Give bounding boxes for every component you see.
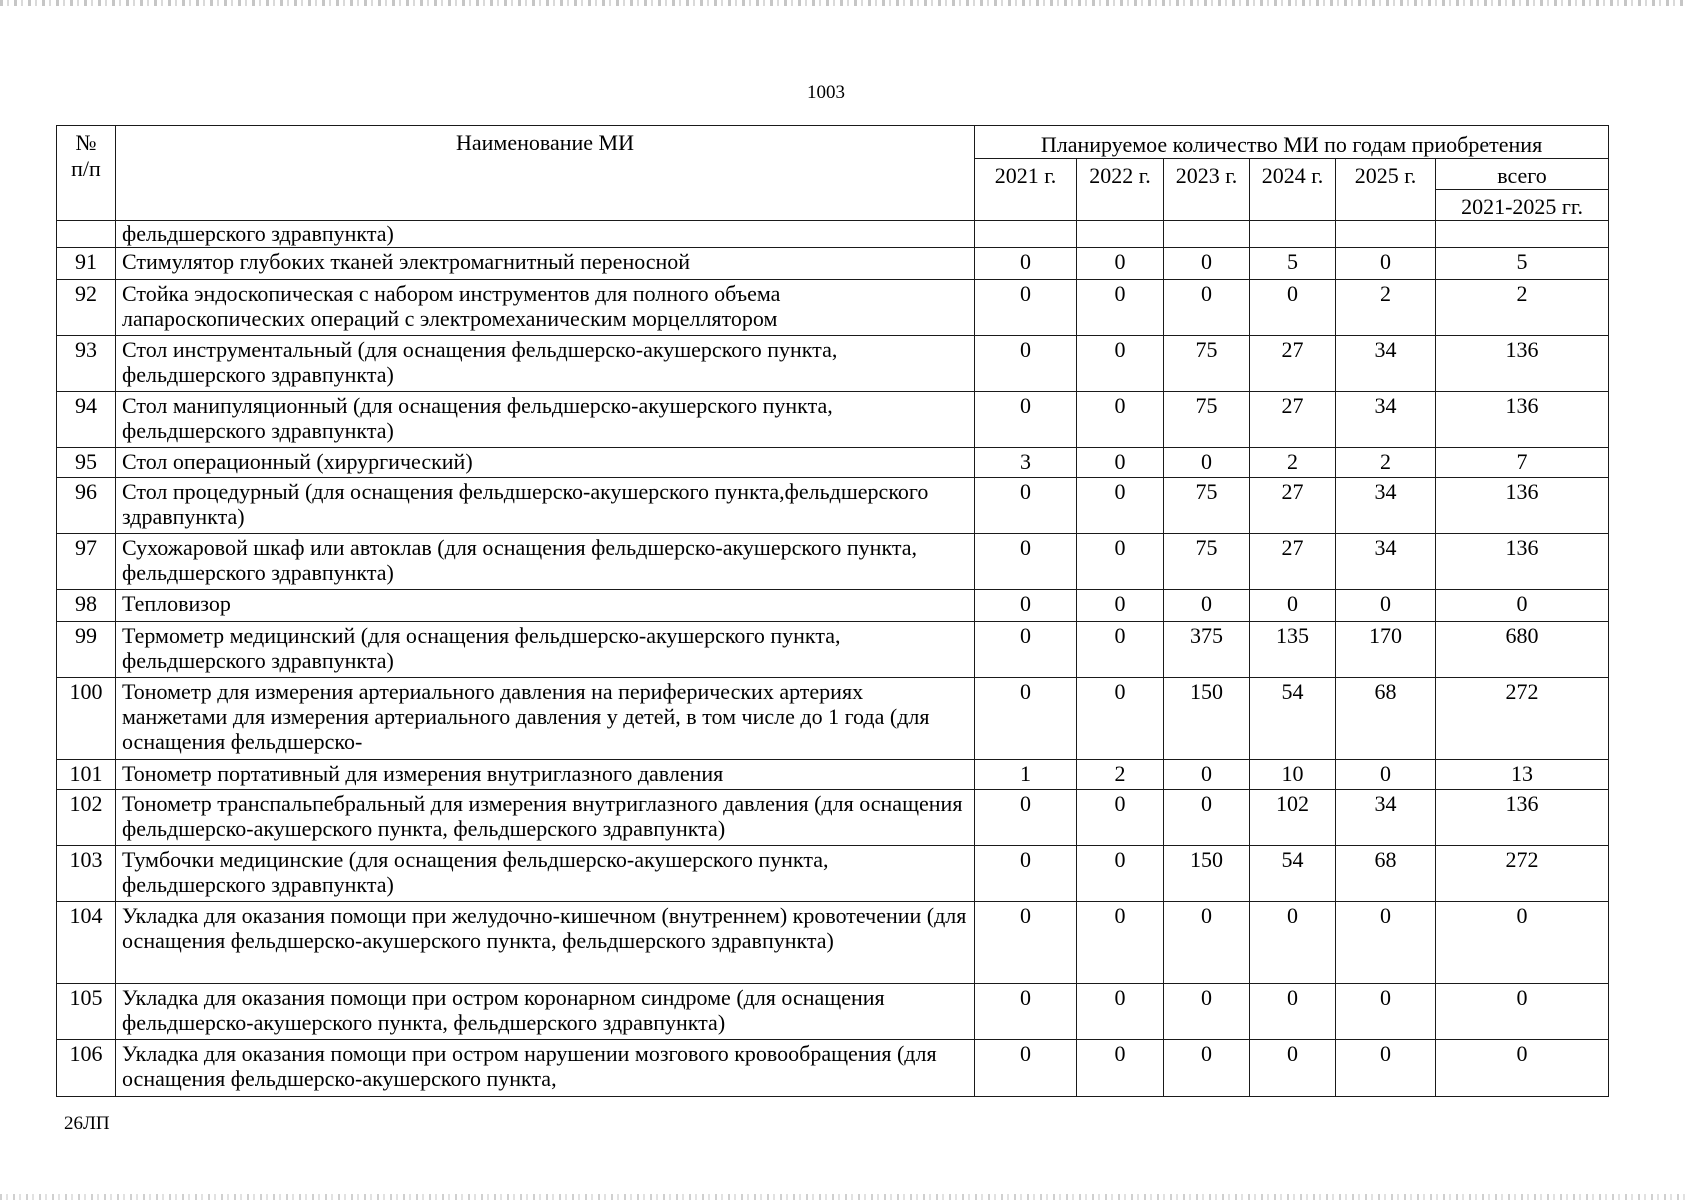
table-row xyxy=(57,846,1609,902)
row-value-2022: 0 xyxy=(1077,902,1164,984)
row-value-2023: 375 xyxy=(1164,622,1250,678)
row-num: 97 xyxy=(57,534,116,590)
header-name: Наименование МИ xyxy=(116,126,975,221)
row-value-2025: 34 xyxy=(1336,336,1436,392)
row-value-2023: 150 xyxy=(1164,846,1250,902)
row-value-total: 0 xyxy=(1436,902,1609,984)
table-header xyxy=(57,126,1609,221)
table-row xyxy=(57,336,1609,392)
row-value-2021: 0 xyxy=(975,902,1077,984)
row-value-2023: 75 xyxy=(1164,392,1250,448)
row-value-total: 2 xyxy=(1436,280,1609,336)
row-num: 94 xyxy=(57,392,116,448)
row-value-total: 7 xyxy=(1436,448,1609,478)
row-value-total: 0 xyxy=(1436,1040,1609,1097)
row-value-2022: 0 xyxy=(1077,248,1164,280)
row-name: Укладка для оказания помощи при желудочно-кишечном (внутреннем) кровотечении (для оснащения фельдшерско-акушерского пункта, фельдшерского здравпункта) xyxy=(116,902,975,984)
row-num: 96 xyxy=(57,478,116,534)
row-num: 93 xyxy=(57,336,116,392)
row-name: Тонометр для измерения артериального давления на периферических артериях манжетами для измерения артериального давления у детей, в том числе до 1 года (для оснащения фельдшерско- xyxy=(116,678,975,760)
row-value-2022: 0 xyxy=(1077,590,1164,622)
row-value-2024: 102 xyxy=(1250,790,1336,846)
row-value-2025: 34 xyxy=(1336,478,1436,534)
row-value-2024: 0 xyxy=(1250,984,1336,1040)
table-row xyxy=(57,902,1609,984)
table-row xyxy=(57,248,1609,280)
row-name: Тонометр транспальпебральный для измерения внутриглазного давления (для оснащения фельдшерско-акушерского пункта, фельдшерского здравпункта) xyxy=(116,790,975,846)
row-value-2022: 0 xyxy=(1077,280,1164,336)
row-value-total: 136 xyxy=(1436,790,1609,846)
page-number: 1003 xyxy=(807,82,845,103)
table-row xyxy=(57,678,1609,760)
header-year-2025: 2025 г. xyxy=(1336,159,1436,221)
row-value-2025: 0 xyxy=(1336,760,1436,790)
row-value-2023: 0 xyxy=(1164,1040,1250,1097)
row-value-2021: 0 xyxy=(975,392,1077,448)
row-value-2023: 75 xyxy=(1164,534,1250,590)
row-value-2022: 0 xyxy=(1077,534,1164,590)
row-name: Сухожаровой шкаф или автоклав (для оснащения фельдшерско-акушерского пункта, фельдшерского здравпункта) xyxy=(116,534,975,590)
row-value-2021: 0 xyxy=(975,590,1077,622)
row-value-total: 0 xyxy=(1436,590,1609,622)
row-value-2023: 0 xyxy=(1164,760,1250,790)
row-num: 104 xyxy=(57,902,116,984)
row-value-2025: 34 xyxy=(1336,392,1436,448)
row-name: Стол операционный (хирургический) xyxy=(116,448,975,478)
row-value-2025: 34 xyxy=(1336,534,1436,590)
row-value-2024: 10 xyxy=(1250,760,1336,790)
row-value-2021: 0 xyxy=(975,846,1077,902)
row-value-2022: 0 xyxy=(1077,392,1164,448)
row-value-2024: 0 xyxy=(1250,1040,1336,1097)
row-value-2022: 2 xyxy=(1077,760,1164,790)
row-num xyxy=(57,221,116,248)
table-row xyxy=(57,760,1609,790)
row-value-2021: 0 xyxy=(975,678,1077,760)
row-value-2022: 0 xyxy=(1077,678,1164,760)
table-row xyxy=(57,280,1609,336)
row-name: Стол процедурный (для оснащения фельдшерско-акушерского пункта,фельдшерского здравпункта) xyxy=(116,478,975,534)
row-value-2021: 0 xyxy=(975,534,1077,590)
row-value-2023: 75 xyxy=(1164,336,1250,392)
table-row xyxy=(57,590,1609,622)
row-value-2022: 0 xyxy=(1077,448,1164,478)
row-num: 102 xyxy=(57,790,116,846)
row-value-2021: 0 xyxy=(975,1040,1077,1097)
row-name: Стол инструментальный (для оснащения фельдшерско-акушерского пункта, фельдшерского здравпункта) xyxy=(116,336,975,392)
row-value-2023: 0 xyxy=(1164,902,1250,984)
row-value-2023: 0 xyxy=(1164,448,1250,478)
row-value-2021: 0 xyxy=(975,248,1077,280)
table-row xyxy=(57,622,1609,678)
equipment-table xyxy=(56,125,1609,1097)
row-value-2024: 27 xyxy=(1250,336,1336,392)
row-value-2025: 34 xyxy=(1336,790,1436,846)
row-value-total: 13 xyxy=(1436,760,1609,790)
row-value-2024: 27 xyxy=(1250,392,1336,448)
row-value-total: 136 xyxy=(1436,392,1609,448)
row-value-2024: 135 xyxy=(1250,622,1336,678)
row-value-2025: 170 xyxy=(1336,622,1436,678)
row-value-2025: 0 xyxy=(1336,590,1436,622)
row-value-2025: 0 xyxy=(1336,902,1436,984)
row-value-2021: 0 xyxy=(975,336,1077,392)
row-value-2024: 54 xyxy=(1250,846,1336,902)
row-value-2022: 0 xyxy=(1077,478,1164,534)
row-value-2023: 0 xyxy=(1164,590,1250,622)
row-value-2022: 0 xyxy=(1077,622,1164,678)
row-name: Стимулятор глубоких тканей электромагнитный переносной xyxy=(116,248,975,280)
row-value-2022: 0 xyxy=(1077,790,1164,846)
row-num: 101 xyxy=(57,760,116,790)
row-value-total: 272 xyxy=(1436,678,1609,760)
table-body xyxy=(57,221,1609,1097)
row-value-2025: 68 xyxy=(1336,678,1436,760)
row-value-2023: 0 xyxy=(1164,280,1250,336)
header-total-period: 2021-2025 гг. xyxy=(1436,190,1609,221)
row-value-2023: 75 xyxy=(1164,478,1250,534)
row-num: 91 xyxy=(57,248,116,280)
row-value-total: 680 xyxy=(1436,622,1609,678)
footer-code: 26ЛП xyxy=(64,1113,110,1134)
row-value-2025: 0 xyxy=(1336,1040,1436,1097)
table-row xyxy=(57,392,1609,448)
row-value-2022: 0 xyxy=(1077,984,1164,1040)
row-value-2025: 0 xyxy=(1336,248,1436,280)
row-value-total: 136 xyxy=(1436,336,1609,392)
row-name: фельдшерского здравпункта) xyxy=(116,221,975,248)
row-name: Укладка для оказания помощи при остром нарушении мозгового кровообращения (для оснащения фельдшерско-акушерского пункта, xyxy=(116,1040,975,1097)
scan-edge-bottom xyxy=(0,1194,1686,1200)
row-num: 106 xyxy=(57,1040,116,1097)
row-value-2023: 0 xyxy=(1164,984,1250,1040)
row-value-2022: 0 xyxy=(1077,1040,1164,1097)
row-value-2022: 0 xyxy=(1077,846,1164,902)
row-name: Тепловизор xyxy=(116,590,975,622)
row-value-2024: 27 xyxy=(1250,534,1336,590)
row-name: Термометр медицинский (для оснащения фельдшерско-акушерского пункта, фельдшерского здравпункта) xyxy=(116,622,975,678)
row-value-2021: 0 xyxy=(975,790,1077,846)
row-num: 99 xyxy=(57,622,116,678)
table-row xyxy=(57,984,1609,1040)
row-value-2022: 0 xyxy=(1077,336,1164,392)
row-value-2025: 68 xyxy=(1336,846,1436,902)
row-name: Стол манипуляционный (для оснащения фельдшерско-акушерского пункта, фельдшерского здравпункта) xyxy=(116,392,975,448)
row-value-2024: 0 xyxy=(1250,280,1336,336)
row-value-total: 136 xyxy=(1436,534,1609,590)
row-value-total: 5 xyxy=(1436,248,1609,280)
row-name: Стойка эндоскопическая с набором инструментов для полного объема лапароскопических операций с электромеханическим морцеллятором xyxy=(116,280,975,336)
row-num: 105 xyxy=(57,984,116,1040)
header-num: № п/п xyxy=(57,126,116,221)
row-value-2023: 0 xyxy=(1164,790,1250,846)
scan-edge-top xyxy=(0,0,1686,6)
row-num: 92 xyxy=(57,280,116,336)
row-value-2025: 2 xyxy=(1336,448,1436,478)
header-year-2024: 2024 г. xyxy=(1250,159,1336,221)
row-num: 95 xyxy=(57,448,116,478)
table-row xyxy=(57,448,1609,478)
row-value-2024: 27 xyxy=(1250,478,1336,534)
continuation-row xyxy=(57,221,1609,248)
row-value-total: 272 xyxy=(1436,846,1609,902)
row-num: 100 xyxy=(57,678,116,760)
row-value-2021: 0 xyxy=(975,280,1077,336)
row-num: 103 xyxy=(57,846,116,902)
row-name: Тумбочки медицинские (для оснащения фельдшерско-акушерского пункта, фельдшерского здравпункта) xyxy=(116,846,975,902)
row-value-2021: 3 xyxy=(975,448,1077,478)
row-value-2021: 0 xyxy=(975,478,1077,534)
table-row xyxy=(57,1040,1609,1097)
row-value-2024: 2 xyxy=(1250,448,1336,478)
row-value-2021: 0 xyxy=(975,622,1077,678)
table-row xyxy=(57,478,1609,534)
row-value-2023: 150 xyxy=(1164,678,1250,760)
header-year-2022: 2022 г. xyxy=(1077,159,1164,221)
row-value-2024: 0 xyxy=(1250,902,1336,984)
row-value-2024: 5 xyxy=(1250,248,1336,280)
row-value-2021: 0 xyxy=(975,984,1077,1040)
row-value-2021: 1 xyxy=(975,760,1077,790)
header-total: всего xyxy=(1436,159,1609,190)
row-value-total: 136 xyxy=(1436,478,1609,534)
row-value-2024: 54 xyxy=(1250,678,1336,760)
header-year-2021: 2021 г. xyxy=(975,159,1077,221)
row-name: Тонометр портативный для измерения внутриглазного давления xyxy=(116,760,975,790)
row-value-2024: 0 xyxy=(1250,590,1336,622)
table-row xyxy=(57,790,1609,846)
row-num: 98 xyxy=(57,590,116,622)
row-value-2025: 0 xyxy=(1336,984,1436,1040)
header-planned: Планируемое количество МИ по годам приобретения xyxy=(975,126,1609,159)
header-year-2023: 2023 г. xyxy=(1164,159,1250,221)
table-row xyxy=(57,534,1609,590)
row-value-2023: 0 xyxy=(1164,248,1250,280)
row-name: Укладка для оказания помощи при остром коронарном синдроме (для оснащения фельдшерско-акушерского пункта, фельдшерского здравпункта) xyxy=(116,984,975,1040)
row-value-2025: 2 xyxy=(1336,280,1436,336)
row-value-total: 0 xyxy=(1436,984,1609,1040)
